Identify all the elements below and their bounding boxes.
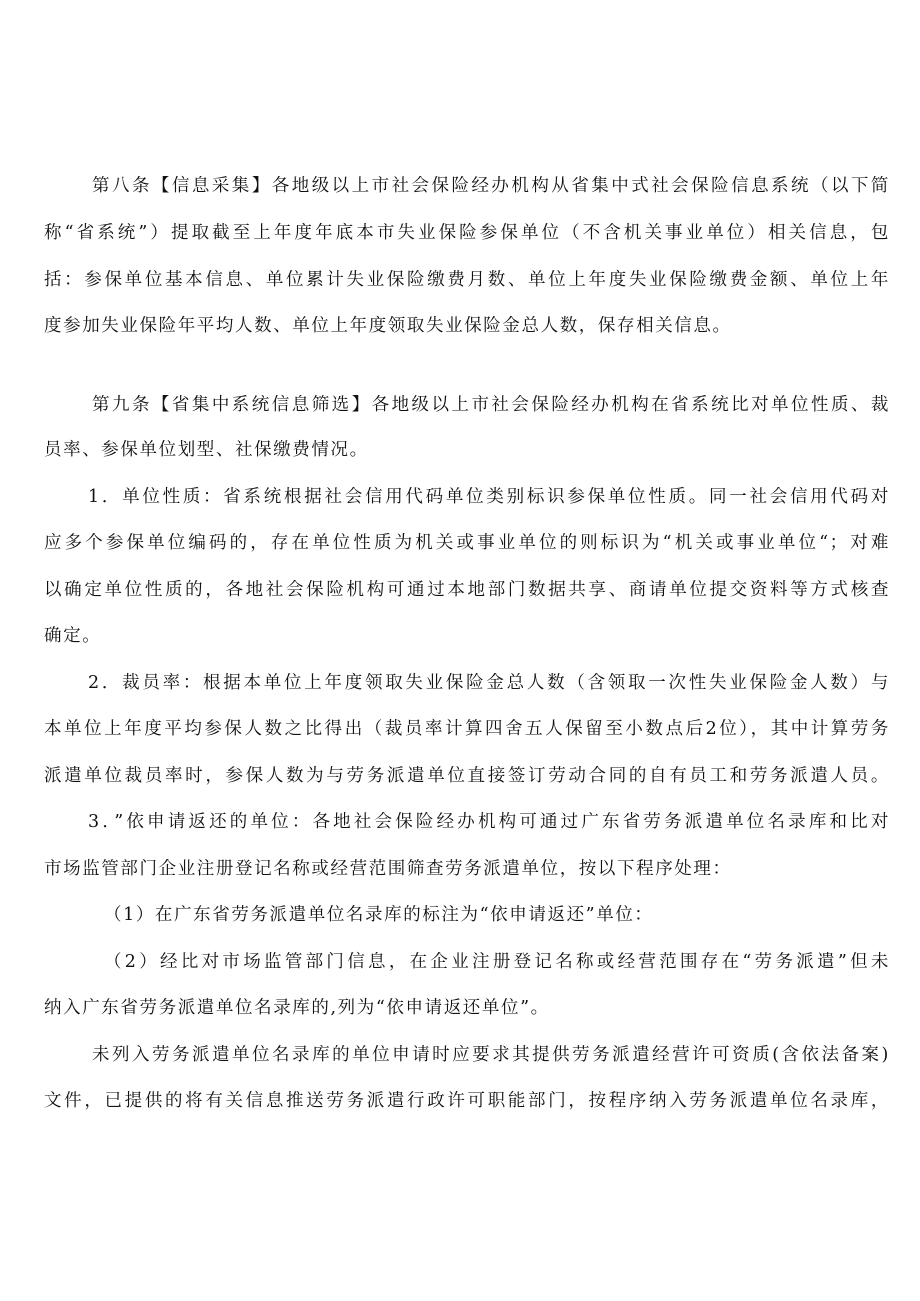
- item-2-line-3: 派遣单位裁员率时，参保人数为与劳务派遣单位直接签订劳动合同的自有员工和劳务派遣人员。: [44, 766, 890, 786]
- item-3-line-2: 市场监管部门企业注册登记名称或经营范围筛查劳务派遣单位，按以下程序处理：: [44, 859, 732, 879]
- closing-line-1: 未列入劳务派遣单位名录库的单位申请时应要求其提供劳务派遣经营许可资质(含依法备案): [92, 1045, 890, 1065]
- item-1-line-1: 1．单位性质：省系统根据社会信用代码单位类别标识参保单位性质。同一社会信用代码对: [88, 487, 890, 507]
- item-1-line-3: 以确定单位性质的，各地社会保险机构可通过本地部门数据共享、商请单位提交资料等方式核查: [44, 580, 890, 600]
- sub-item-2-line-1: （2）经比对市场监管部门信息，在企业注册登记名称或经营范围存在“劳务派遣”但未: [104, 952, 890, 972]
- sub-item-1-line-1: （1）在广东省劳务派遣单位名录库的标注为“依申请返还”单位：: [104, 905, 654, 925]
- item-1-line-2: 应多个参保单位编码的，存在单位性质为机关或事业单位的则标识为“机关或事业单位“；对难: [44, 533, 890, 553]
- item-2-line-1: 2．裁员率：根据本单位上年度领取失业保险金总人数（含领取一次性失业保险金人数）与: [88, 673, 890, 693]
- article-9-line-2: 员率、参保单位划型、社保缴费情况。: [44, 440, 369, 460]
- article-8-line-2: 称“省系统”）提取截至上年度年底本市失业保险参保单位（不含机关事业单位）相关信息，包: [44, 223, 890, 243]
- article-8-line-3: 括：参保单位基本信息、单位累计失业保险缴费月数、单位上年度失业保险缴费金额、单位上年: [44, 270, 890, 290]
- item-1-line-4: 确定。: [44, 626, 102, 646]
- item-3-line-1: 3．”依申请返还的单位：各地社会保险经办机构可通过广东省劳务派遣单位名录库和比对: [88, 812, 890, 832]
- article-9-line-1: 第九条【省集中系统信息筛选】各地级以上市社会保险经办机构在省系统比对单位性质、裁: [92, 395, 890, 415]
- item-2-line-2: 本单位上年度平均参保人数之比得出（裁员率计算四舍五人保留至小数点后2位），其中计算劳务: [44, 719, 890, 739]
- article-8-line-4: 度参加失业保险年平均人数、单位上年度领取失业保险金总人数，保存相关信息。: [44, 316, 732, 336]
- sub-item-2-line-2: 纳入广东省劳务派遣单位名录库的,列为“依申请返还单位”。: [44, 998, 550, 1018]
- article-8-line-1: 第八条【信息采集】各地级以上市社会保险经办机构从省集中式社会保险信息系统（以下简: [92, 176, 890, 196]
- closing-line-2: 文件，已提供的将有关信息推送劳务派遣行政许可职能部门，按程序纳入劳务派遣单位名录库，: [44, 1091, 890, 1111]
